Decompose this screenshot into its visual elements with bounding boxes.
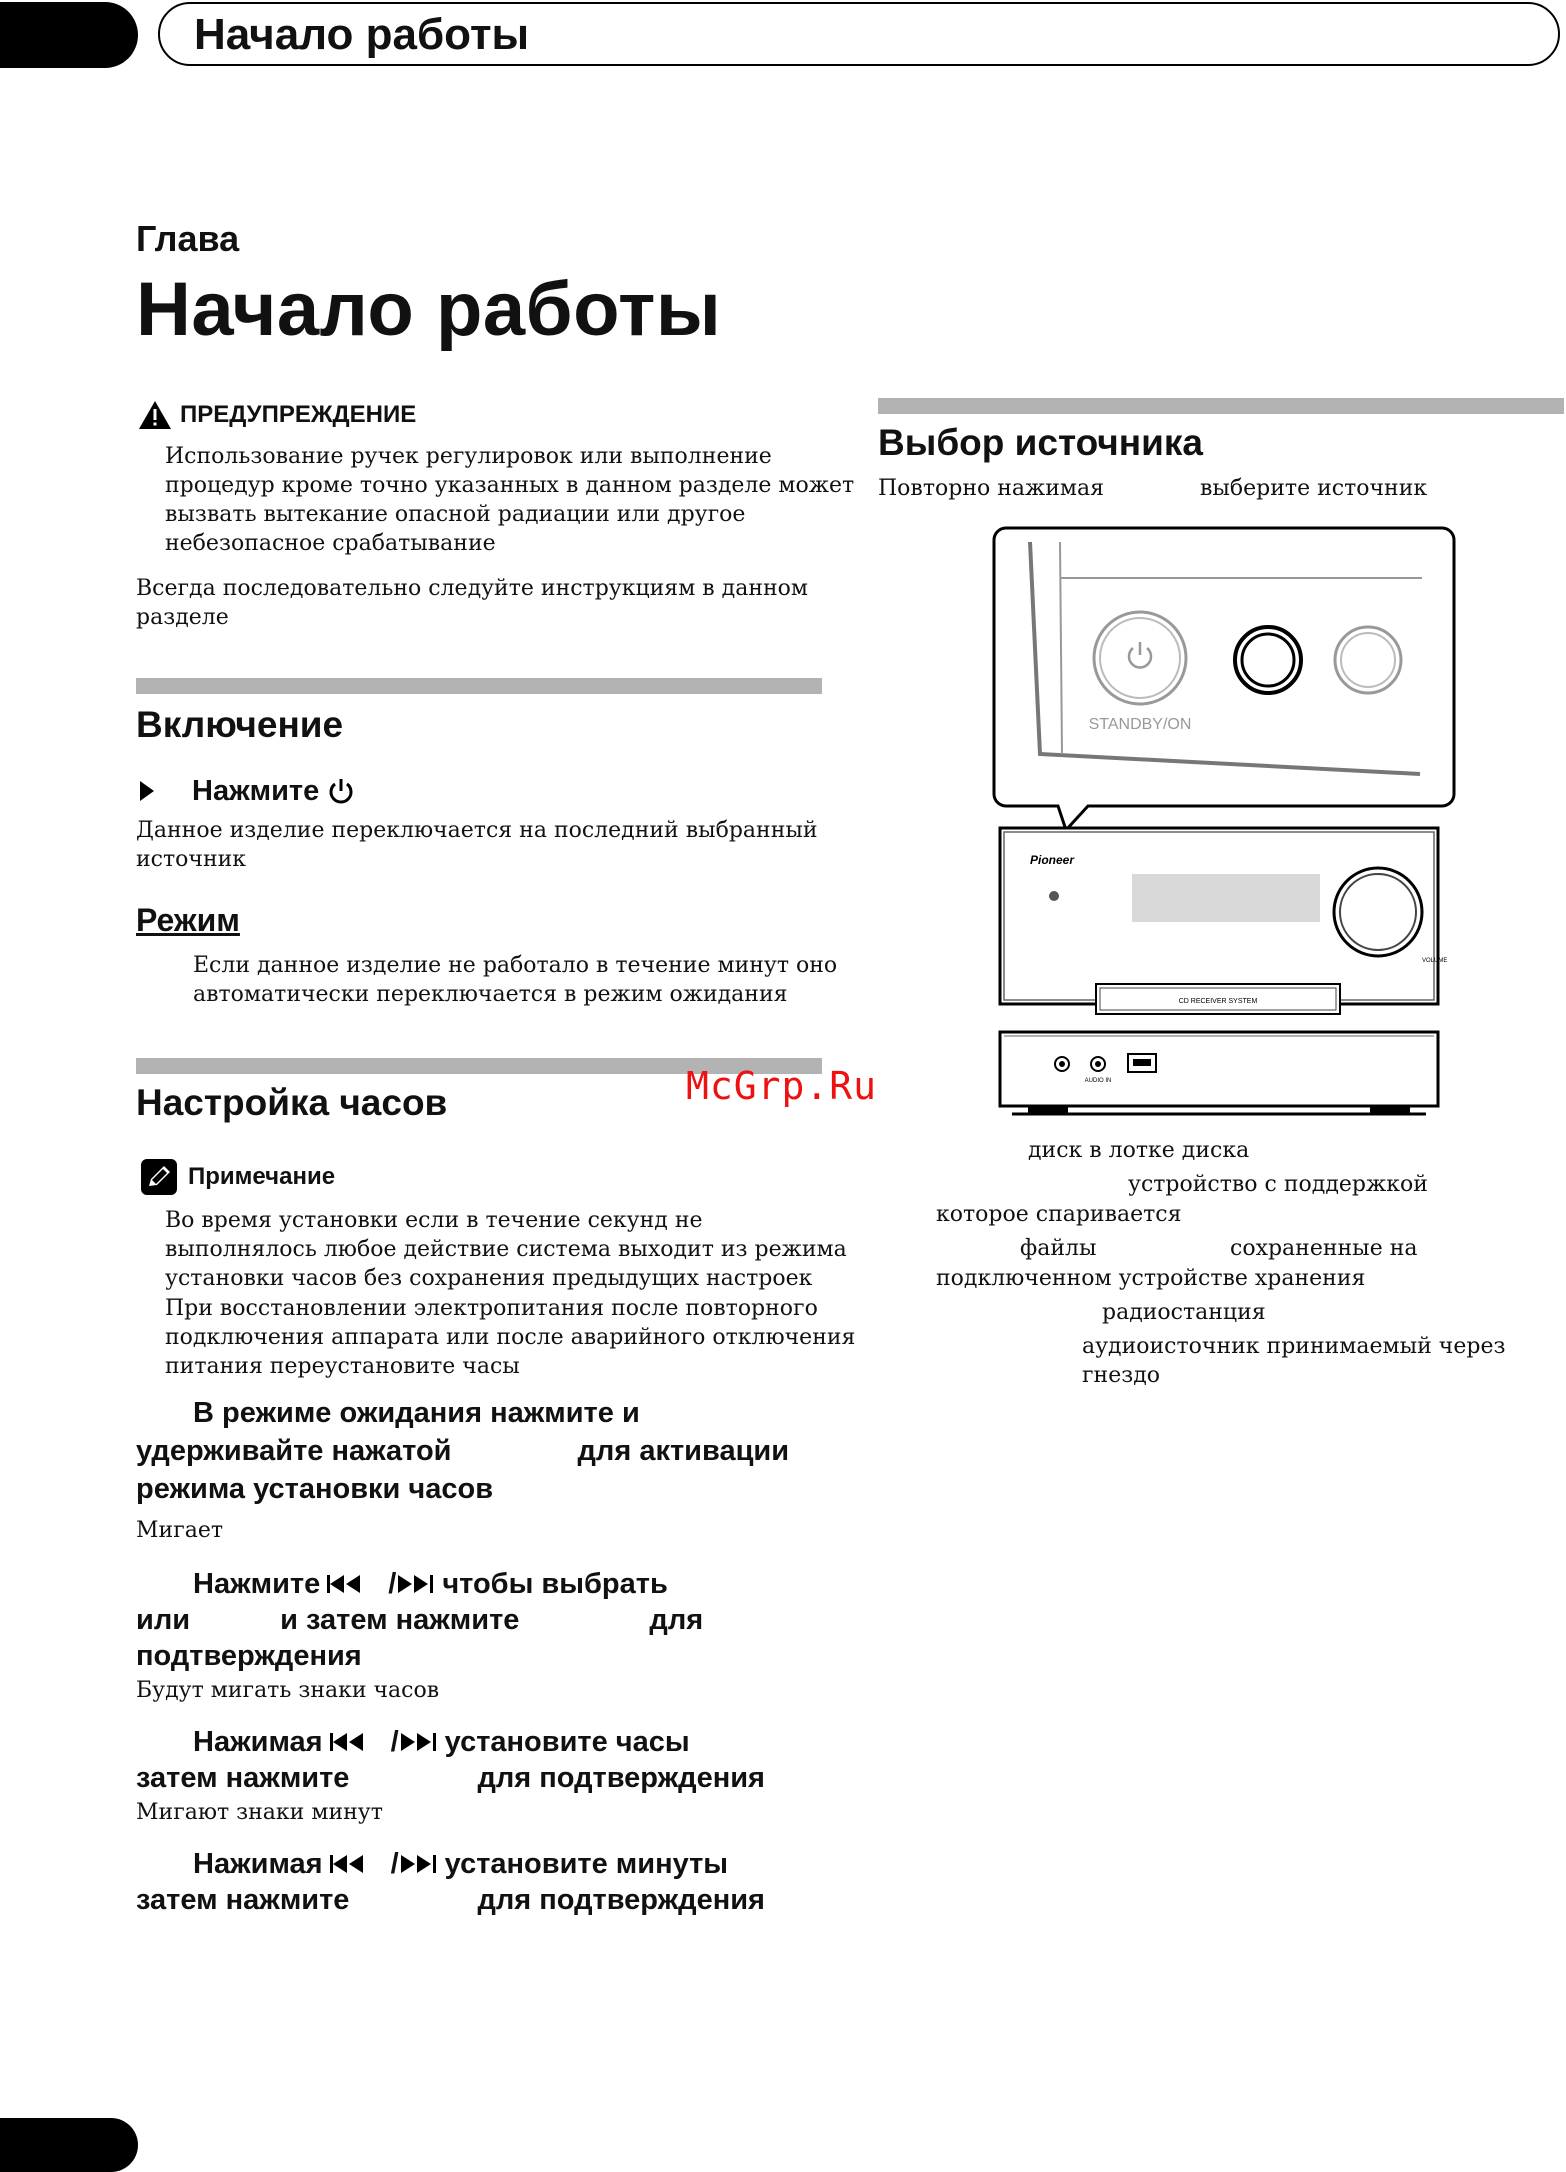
header-title-pill <box>158 2 1560 66</box>
prev-track-icon <box>329 1731 391 1753</box>
header-tab-marker <box>0 2 138 68</box>
note-heading <box>140 1158 335 1196</box>
volume-label: VOLUME <box>1422 958 1448 964</box>
clock-note-1: Во время установки если в течение секунд не выполнялось любое действие система выходит из режима установки часов без сохранения предыдущих настроек <box>165 1208 847 1291</box>
section-divider <box>878 398 1564 414</box>
standby-label: STANDBY/ON <box>1088 716 1192 733</box>
note-pencil-icon <box>140 1158 178 1196</box>
clock-step-3-desc: Мигают знаки минут <box>136 1800 383 1825</box>
source-list-item: файлы <box>1020 1236 1097 1261</box>
source-list-item: устройство с поддержкой <box>1128 1172 1428 1197</box>
note-label: Примечание <box>188 1163 336 1190</box>
clock-step-1: В режиме ожидания нажмите и удерживайте нажатой для активации режима установки часов <box>136 1397 790 1505</box>
device-illustration <box>990 524 1456 1120</box>
prev-track-icon <box>329 1853 391 1875</box>
source-list-item: радиостанция <box>1102 1300 1266 1325</box>
clock-step-4: Нажимая / установите минуты затем нажмите для подтверждения <box>136 1848 765 1916</box>
source-list-item: подключенном устройстве хранения <box>936 1266 1366 1291</box>
warning-always-text: Всегда последовательно следуйте инструкциям в данном разделе <box>136 576 809 630</box>
warning-heading <box>138 400 416 430</box>
bullet-arrow-icon <box>136 779 158 803</box>
warning-icon <box>138 400 172 430</box>
clock-note-2: При восстановлении электропитания после повторного подключения аппарата или после аварийного отключения питания переустановите часы <box>165 1296 856 1379</box>
power-on-step <box>136 772 355 810</box>
power-on-desc: Данное изделие переключается на последний выбранный источник <box>136 818 818 872</box>
clock-heading: Настройка часов <box>136 1082 448 1123</box>
warning-label: ПРЕДУПРЕЖДЕНИЕ <box>180 401 417 428</box>
page-number-tab <box>0 2118 138 2172</box>
clock-step-1-desc: Мигает <box>136 1518 224 1543</box>
source-intro: Повторно нажимая выберите источник <box>878 476 1428 501</box>
power-on-heading: Включение <box>136 704 344 745</box>
warning-text: Использование ручек регулировок или выполнение процедур кроме точно указанных в данном разделе может вызвать вытекание опасной радиации или другое небезопасное срабатывание <box>165 444 855 556</box>
watermark: McGrp.Ru <box>686 1064 878 1108</box>
prev-track-icon <box>326 1573 388 1595</box>
source-heading: Выбор источника <box>878 422 1203 463</box>
power-icon <box>327 776 355 806</box>
audio-in-label: AUDIO IN <box>1084 1078 1112 1084</box>
mode-heading: Режим <box>136 902 240 938</box>
source-list-item: которое спаривается <box>936 1202 1182 1227</box>
source-list-item: сохраненные на <box>1230 1236 1418 1261</box>
source-list-item: диск в лотке диска <box>1028 1138 1250 1163</box>
source-list-item: аудиоисточник принимаемый через гнездо <box>1082 1334 1506 1388</box>
clock-step-2-desc: Будут мигать знаки часов <box>136 1678 440 1703</box>
chapter-title: Начало работы <box>136 267 722 352</box>
clock-step-2: Нажмите / чтобы выбрать или и затем нажмите для подтверждения <box>136 1568 704 1672</box>
power-on-step-text: Нажмите <box>192 775 320 807</box>
chapter-label: Глава <box>136 218 240 259</box>
tray-label: CD RECEIVER SYSTEM <box>1178 998 1258 1005</box>
mode-desc: Если данное изделие не работало в течение минут оно автоматически переключается в режим ожидания <box>193 953 838 1007</box>
section-divider <box>136 678 822 694</box>
clock-step-3: Нажимая / установите часы затем нажмите для подтверждения <box>136 1726 765 1794</box>
brand-logo: Pioneer <box>1030 853 1075 867</box>
header-title: Начало работы <box>194 10 530 59</box>
